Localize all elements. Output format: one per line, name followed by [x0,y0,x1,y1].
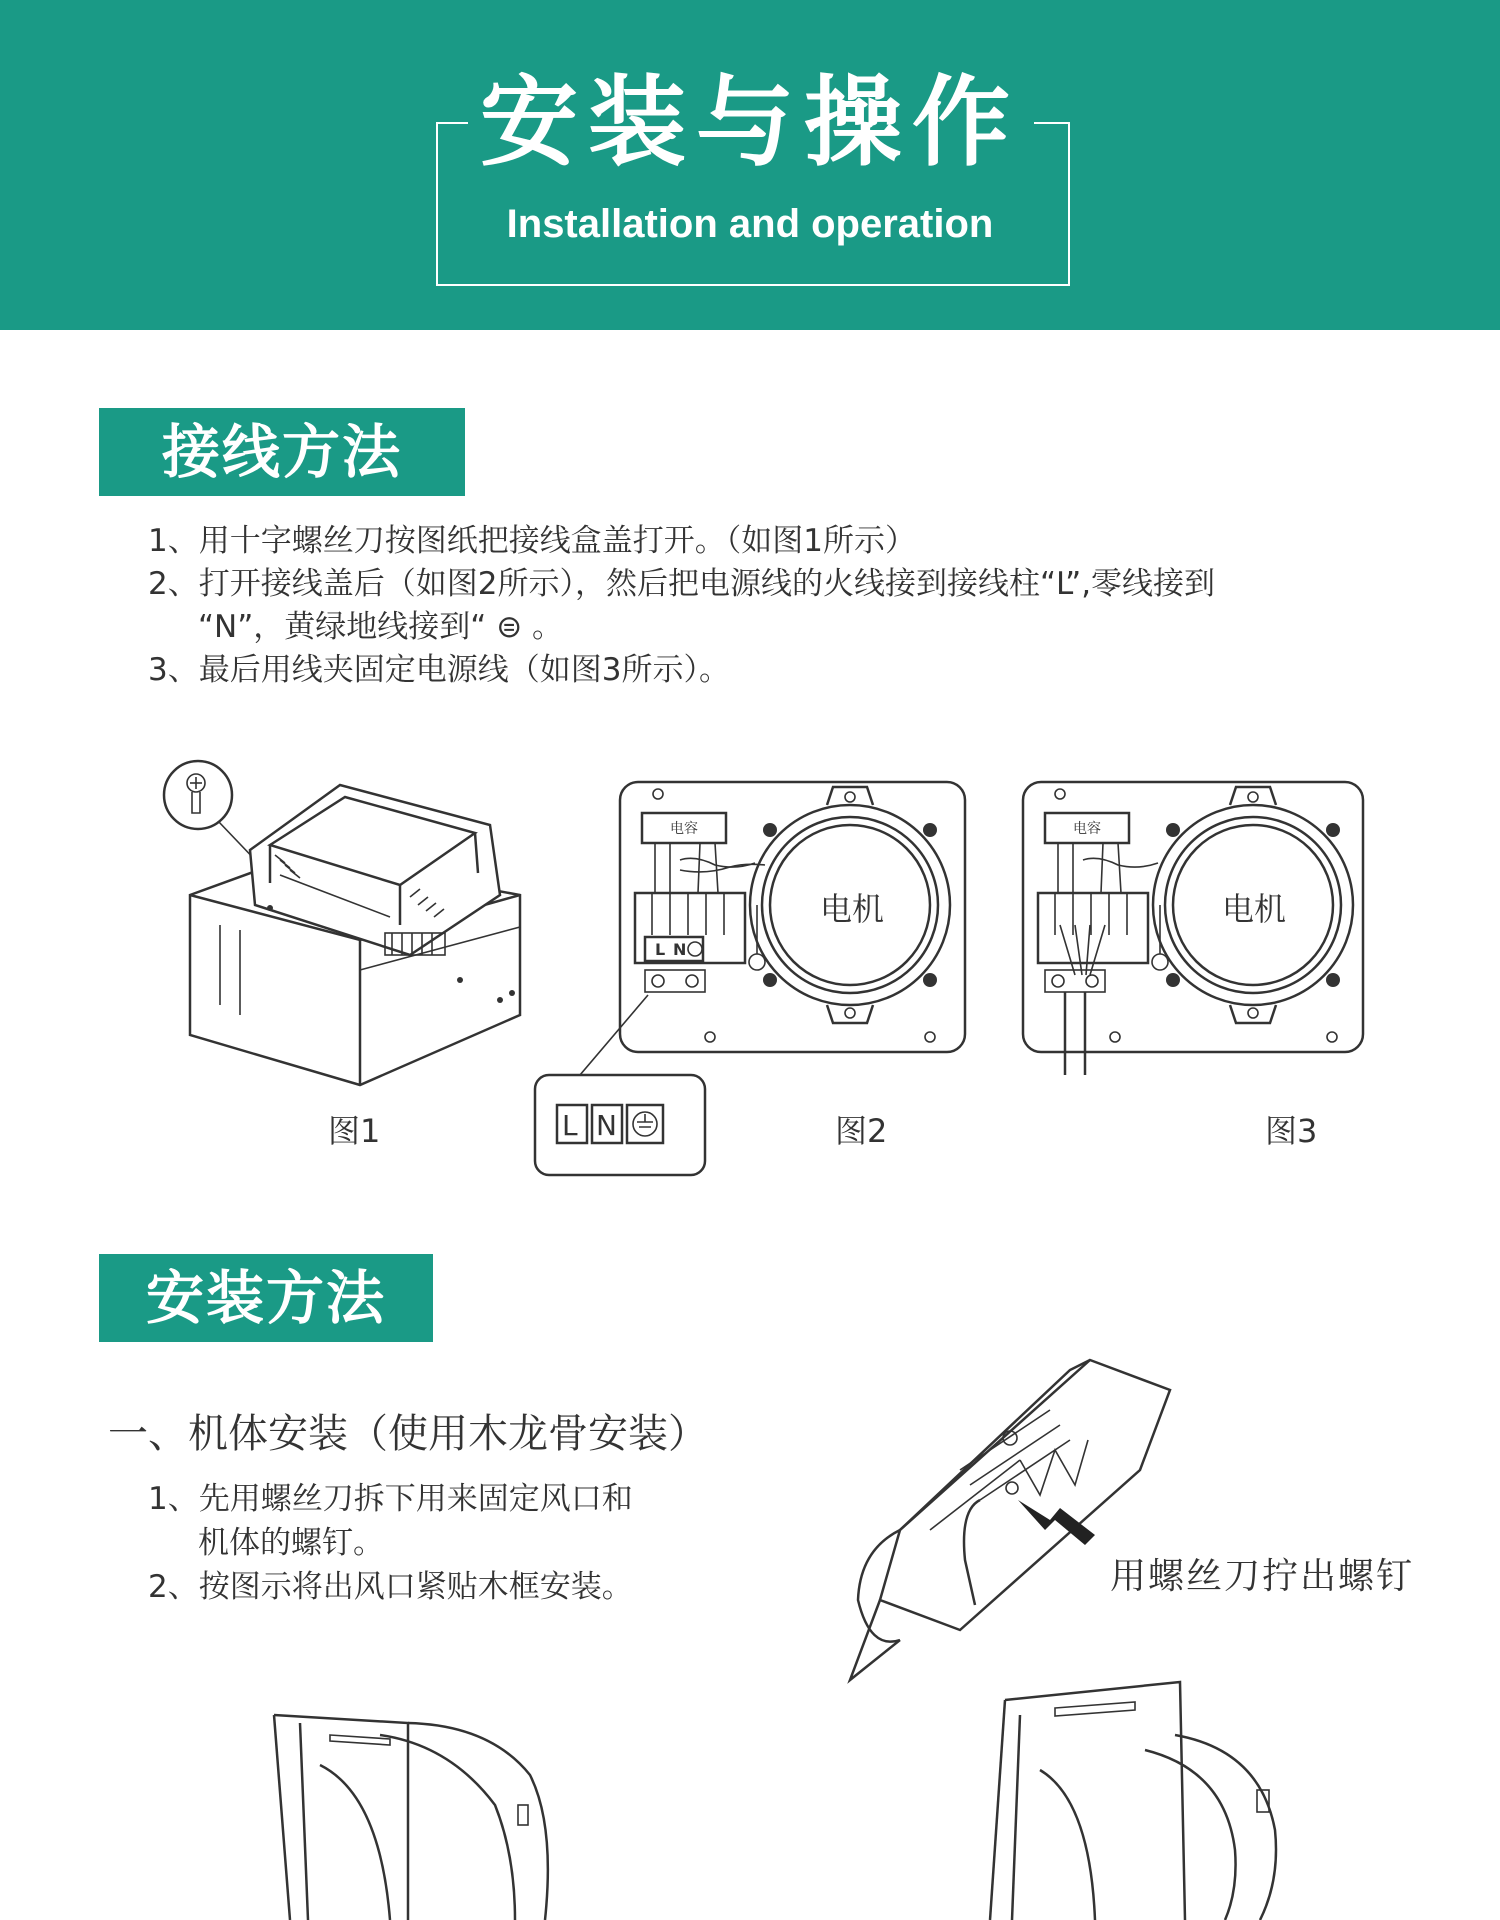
install-step-1: 1、先用螺丝刀拆下用来固定风口和 [148,1481,633,1517]
wiring-step-2-cont: “N”，黄绿地线接到“ ⊜ 。 [198,609,564,645]
callout-terminal-n: N [596,1109,617,1142]
install-steps [148,1477,633,1609]
page-title: 安装与操作 [479,66,1020,180]
fig2-capacitor-label: 电容 [670,821,698,837]
fig1-label: 图1 [328,1112,381,1150]
wiring-step-1: 1、用十字螺丝刀按图纸把接线盒盖打开。（如图1所示） [148,523,916,559]
screw-callout: 用螺丝刀拧出螺钉 [1110,1556,1415,1597]
figure-2-drawing [530,775,970,1185]
fig3-label: 图3 [1265,1112,1318,1150]
wiring-section-title: 接线方法 [99,408,465,496]
screw-removal-drawing [840,1350,1180,1690]
install-subheading: 一、机体安装（使用木龙骨安装） [108,1411,708,1457]
wiring-steps [148,520,1215,692]
fig2-motor-label: 电机 [820,890,885,928]
callout-terminal-l: L [562,1109,578,1142]
install-drawing-right [960,1670,1290,1920]
fig2-label: 图2 [835,1112,888,1150]
fig3-capacitor-label: 电容 [1073,821,1101,837]
wiring-step-2: 2、打开接线盖后（如图2所示），然后把电源线的火线接到接线柱“L”,零线接到 [148,566,1216,602]
install-step-2: 2、按图示将出风口紧贴木框安装。 [148,1569,633,1605]
fig2-terminal-n: N [673,940,687,959]
figure-3-drawing [1020,775,1370,1075]
figure-1-drawing [160,755,550,1095]
install-section-title: 安装方法 [99,1254,433,1342]
install-step-1-cont: 机体的螺钉。 [198,1525,384,1561]
fig3-motor-label: 电机 [1222,890,1287,928]
header-banner [0,0,1500,330]
page-subtitle: Installation and operation [506,202,994,246]
install-drawing-left [260,1705,560,1920]
fig2-terminal-l: L [655,940,666,959]
wiring-step-3: 3、最后用线夹固定电源线（如图3所示）。 [148,652,730,688]
